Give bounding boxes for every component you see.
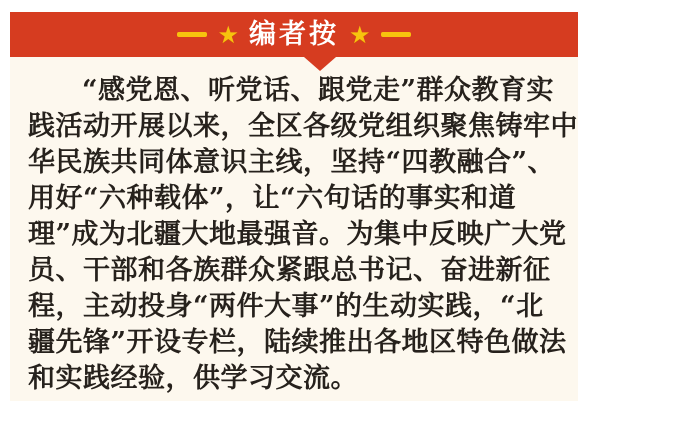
note-text-line: “感党恩、听党话、跟党走”群众教育实 [82,75,555,106]
banner-notch [304,57,336,71]
note-text-line: 程，主动投身“两件大事”的生动实践，“北 [28,291,544,322]
note-text-line: 华民族共同体意识主线，坚持“四教融合”、 [28,147,556,178]
banner-dash-left [177,32,207,37]
banner-title: 编者按 [249,19,339,50]
banner-dash-right [381,32,411,37]
star-icon: ★ [217,20,239,49]
note-text-line: 用好“六种载体”，让“六句话的事实和道 [28,183,517,214]
note-text-line: 员、干部和各族群众紧跟总书记、奋进新征 [28,255,551,286]
editor-note-box [10,12,578,401]
note-text-line: 疆先锋”开设专栏，陆续推出各地区特色做法 [28,327,567,358]
star-icon: ★ [349,20,371,49]
editor-note-banner [10,12,578,57]
note-text-line: 理”成为北疆大地最强音。为集中反映广大党 [28,219,567,250]
note-text-line: 和实践经验，供学习交流。 [28,363,358,394]
note-body [10,57,578,397]
note-text-line: 践活动开展以来，全区各级党组织聚焦铸牢中 [28,111,578,142]
